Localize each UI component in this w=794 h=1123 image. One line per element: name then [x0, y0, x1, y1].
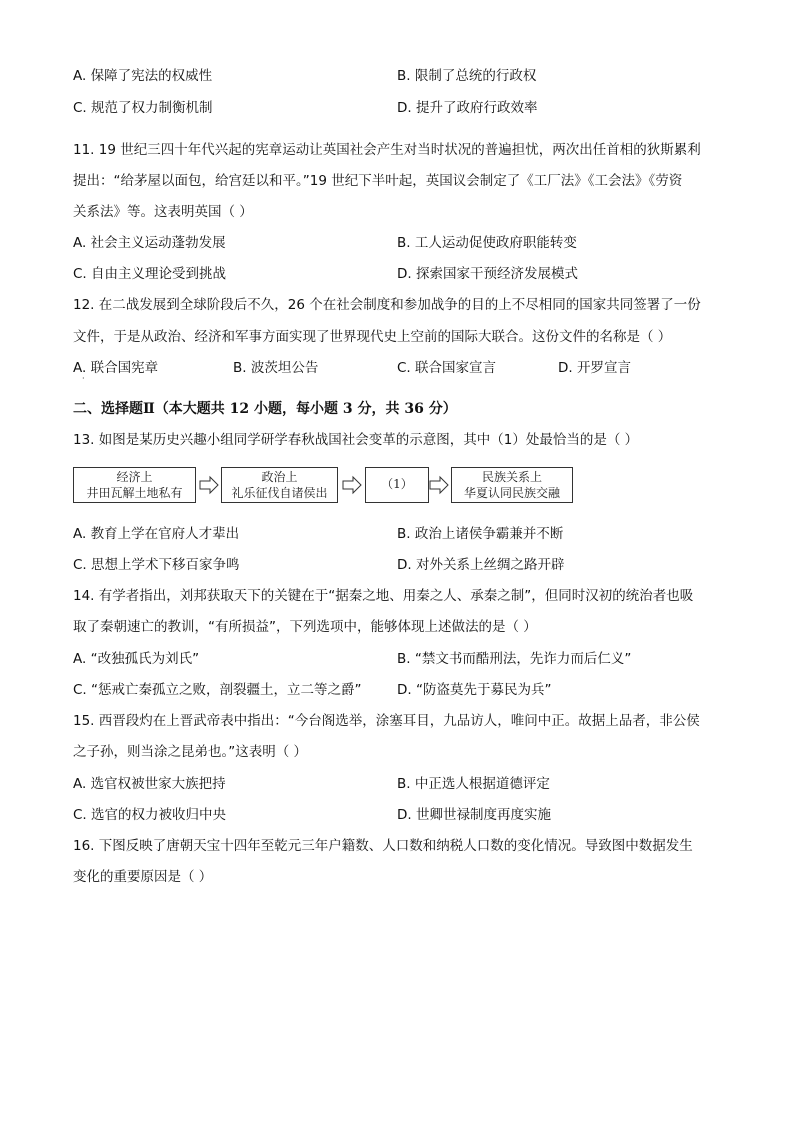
q11-option-b[interactable]: B. 工人运动促使政府职能转变	[397, 235, 577, 251]
q13-option-a[interactable]: A. 教育上学在官府人才辈出	[73, 526, 240, 542]
flow-box-politics: 政治上 礼乐征伐自诸侯出	[221, 467, 338, 503]
q12-stem-line2: 文件，于是从政治、经济和军事方面实现了世界现代史上空前的国际大联合。这份文件的名称是（ ）	[73, 329, 672, 345]
q11-stem-line1: 11. 19 世纪三四十年代兴起的宪章运动让英国社会产生对当时状况的普遍担忧，两次出任首相的狄斯累利	[73, 142, 701, 158]
flow-arrow-icon	[199, 475, 219, 495]
q16-stem-line1: 16. 下图反映了唐朝天宝十四年至乾元三年户籍数、人口数和纳税人口数的变化情况。导致图中数据发生	[73, 838, 693, 854]
q13-option-c[interactable]: C. 思想上学术下移百家争鸣	[73, 557, 240, 573]
flow-box-blank: （1）	[365, 467, 429, 503]
q10-option-d[interactable]: D. 提升了政府行政效率	[397, 100, 538, 116]
q15-option-a[interactable]: A. 选官权被世家大族把持	[73, 776, 226, 792]
q11-option-c[interactable]: C. 自由主义理论受到挑战	[73, 266, 227, 282]
q11-stem-line3: 关系法》等。这表明英国（ ）	[73, 204, 253, 220]
q10-option-b[interactable]: B. 限制了总统的行政权	[397, 68, 537, 84]
q15-option-c[interactable]: C. 选官的权力被收归中央	[73, 807, 227, 823]
q14-option-d[interactable]: D. “防盗莫先于募民为兵”	[397, 682, 552, 698]
q11-stem-line2: 提出：“给茅屋以面包，给宫廷以和平。”19 世纪下半叶起，英国议会制定了《工厂法》《工会法》《劳资	[73, 173, 683, 189]
q13-option-d[interactable]: D. 对外关系上丝绸之路开辟	[397, 557, 565, 573]
flow-arrow-icon	[429, 475, 449, 495]
q15-stem-line2: 之子孙，则当涂之昆弟也。”这表明（ ）	[73, 744, 308, 760]
q14-stem-line2: 取了秦朝速亡的教训，“有所损益”，下列选项中，能够体现上述做法的是（ ）	[73, 619, 537, 635]
q16-stem-line2: 变化的重要原因是（ ）	[73, 869, 213, 885]
q12-option-d[interactable]: D. 开罗宣言	[558, 360, 631, 376]
q11-option-d[interactable]: D. 探索国家干预经济发展模式	[397, 266, 578, 282]
q10-option-a[interactable]: A. 保障了宪法的权威性	[73, 68, 213, 84]
q10-option-c[interactable]: C. 规范了权力制衡机制	[73, 100, 213, 116]
q13-stem: 13. 如图是某历史兴趣小组同学研学春秋战国社会变革的示意图，其中（1）处最恰当的是（ ）	[73, 432, 639, 448]
q12-option-a[interactable]: A. 联合国宪章	[73, 360, 159, 376]
q15-stem-line1: 15. 西晋段灼在上晋武帝表中指出：“今台阁选举，涂塞耳目，九品访人，唯问中正。故据上品者，非公侯	[73, 713, 700, 729]
flow-box-economy: 经济上 井田瓦解土地私有	[73, 467, 196, 503]
section-heading: 二、选择题Ⅱ（本大题共 12 小题，每小题 3 分，共 36 分）	[73, 401, 457, 417]
q14-option-a[interactable]: A. “改独孤氏为刘氏”	[73, 651, 200, 667]
q12-option-b[interactable]: B. 波茨坦公告	[233, 360, 319, 376]
q12-stem-line1: 12. 在二战发展到全球阶段后不久，26 个在社会制度和参加战争的目的上不尽相同的国家共同签署了一份	[73, 297, 701, 313]
q15-option-b[interactable]: B. 中正选人根据道德评定	[397, 776, 550, 792]
q14-option-b[interactable]: B. “禁文书而酷刑法，先诈力而后仁义”	[397, 651, 632, 667]
q11-option-a[interactable]: A. 社会主义运动蓬勃发展	[73, 235, 226, 251]
q14-option-c[interactable]: C. “惩戒亡秦孤立之败，剖裂疆土，立二等之爵”	[73, 682, 362, 698]
q13-flow-diagram	[73, 467, 573, 507]
flow-box-ethnic-relations: 民族关系上 华夏认同民族交融	[451, 467, 573, 503]
flow-arrow-icon	[342, 475, 362, 495]
q14-stem-line1: 14. 有学者指出，刘邦获取天下的关键在于“据秦之地、用秦之人、承秦之制”，但同时汉初的统治者也吸	[73, 588, 694, 604]
q15-option-d[interactable]: D. 世卿世禄制度再度实施	[397, 807, 551, 823]
q13-option-b[interactable]: B. 政治上诸侯争霸兼并不断	[397, 526, 564, 542]
stray-dot-mark: ·	[82, 374, 85, 383]
q12-option-c[interactable]: C. 联合国家宣言	[397, 360, 497, 376]
